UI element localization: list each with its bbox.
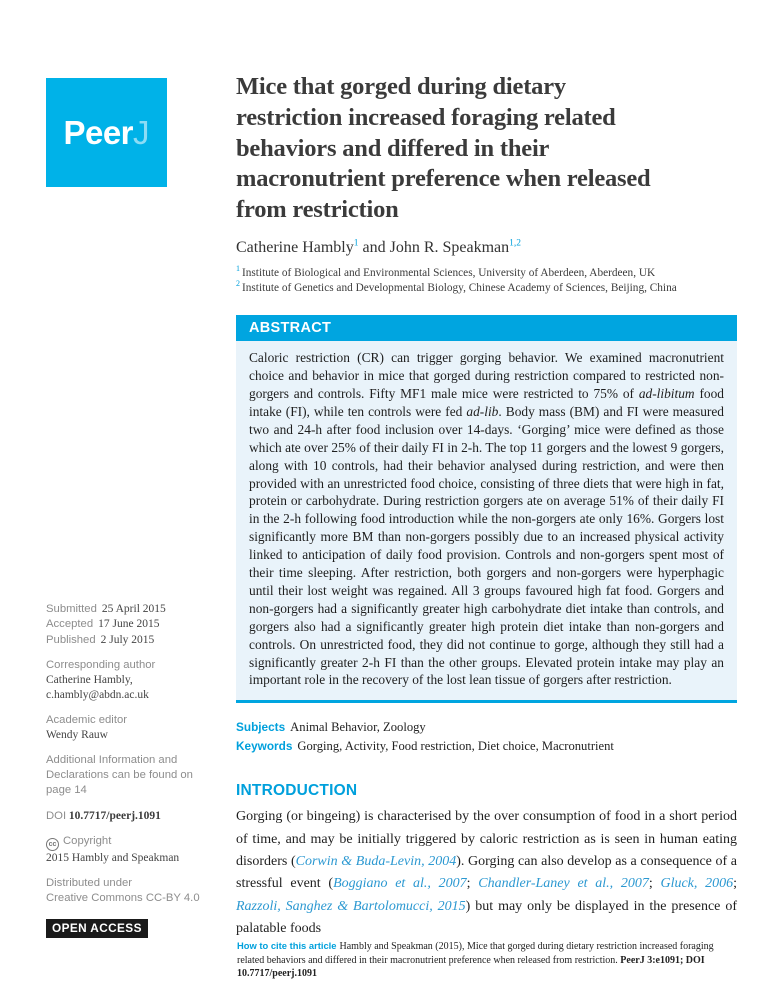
keywords-row — [236, 737, 737, 756]
title-line: behaviors and differed in their — [236, 134, 550, 162]
license-name[interactable]: Creative Commons CC-BY 4.0 — [46, 891, 200, 904]
article-title — [236, 72, 737, 226]
doi-label: DOI — [46, 809, 67, 822]
affiliation-number: 1 — [236, 264, 240, 274]
affiliations — [236, 266, 737, 295]
abstract-heading: ABSTRACT — [249, 320, 332, 337]
citation-reference: PeerJ 3:e1091; DOI 10.7717/peerj.1091 — [237, 954, 705, 979]
accepted-row — [46, 617, 218, 632]
author-name[interactable]: John R. Speakman — [389, 238, 510, 256]
author-affiliation-sup: 1,2 — [509, 238, 522, 249]
subjects-value: Animal Behavior, Zoology — [290, 720, 426, 735]
submitted-row — [46, 602, 218, 617]
title-line: restriction increased foraging related — [236, 103, 616, 131]
corresponding-author-label: Corresponding author — [46, 659, 156, 672]
subjects-keywords — [236, 718, 737, 756]
peerj-logo — [46, 78, 167, 187]
author-line — [236, 239, 737, 257]
open-access-badge[interactable]: OPEN ACCESS — [46, 919, 148, 938]
accepted-label: Accepted — [46, 618, 94, 631]
published-row — [46, 633, 218, 648]
keywords-label: Keywords — [236, 739, 293, 754]
keywords-value: Gorging, Activity, Food restriction, Diet choice, Macronutrient — [297, 739, 614, 754]
accepted-date: 17 June 2015 — [98, 618, 160, 631]
abstract-header-bar — [236, 315, 737, 341]
copyright-holders: 2015 Hambly and Speakman — [46, 851, 180, 864]
metadata-sidebar — [46, 602, 218, 938]
how-to-cite-label: How to cite this article — [237, 940, 337, 951]
license-block — [46, 876, 218, 906]
submitted-label: Submitted — [46, 603, 97, 615]
academic-editor-block — [46, 713, 218, 743]
peerj-logo-j: J — [133, 113, 150, 151]
corresponding-author-email[interactable]: c.hambly@abdn.ac.uk — [46, 689, 149, 702]
affiliation-text: Institute of Genetics and Developmental Biology, Chinese Academy of Sciences, Beijing, China — [242, 281, 677, 294]
citation-text: Hambly and Speakman (2015), Mice that gorged during dietary restriction increased foraging related behaviors and differed in their macronutrient preference when released from restriction. — [237, 941, 714, 966]
title-line: Mice that gorged during dietary — [236, 73, 566, 100]
published-label: Published — [46, 633, 96, 646]
author-joiner: and — [358, 238, 390, 256]
submitted-date: 25 April 2015 — [101, 603, 166, 615]
title-line: macronutrient preference when released — [236, 165, 651, 193]
subjects-row — [236, 718, 737, 737]
peerj-logo-text: Peer — [63, 113, 134, 151]
abstract-box — [236, 315, 737, 703]
copyright-block — [46, 834, 218, 866]
article-column — [236, 72, 737, 940]
abstract-text: Caloric restriction (CR) can trigger gorging behavior. We examined macronutrient choice and behavior in mice that gorged during restriction compared to restricted non-gorgers and controls. Fifty MF1 male mice were restricted to 75% of ad-libitum food intake (FI), while ten controls were fed ad-lib. Body mass (BM) and FI were measured two and 24-h after food inclusion over 14-days. ‘Gorging’ mice were defined as those which ate over 25% of their daily FI in 2-h. The top 11 gorgers and the lowest 9 gorgers, along with 10 controls, had their behavior analysed during restriction, and were then provided with an unrestricted food choice, consisting of three diets that were high in fat, protein or carbohydrate. During restriction gorgers ate on average 51% of their daily FI in the 2-h following food introduction while the non-gorgers ate only 16%. Gorgers lost significantly more BM than non-gorgers possibly due to an increased physical activity linked to anticipation of daily food provision. Controls and non-gorgers spent most of their time sleeping. After restriction, both gorgers and non-gorgers were hyperphagic until their lost weight was regained. All 3 groups favoured high fat food. Gorgers and non-gorgers had a significantly greater high carbohydrate diet intake than controls, and gorgers also had a significantly greater high protein diet intake than non-gorgers and controls. On unrestricted food, they did not continue to gorge, although they still had a significantly greater 2-h FI than the other groups. Elevated protein intake may play an important role in the recovery of the lost lean tissue of gorgers after restriction. — [236, 341, 737, 700]
title-line: from restriction — [236, 196, 399, 224]
doi-value[interactable]: 10.7717/peerj.1091 — [68, 809, 161, 822]
author-name[interactable]: Catherine Hambly — [236, 238, 354, 256]
citation-link[interactable]: Gluck, 2006 — [660, 876, 734, 892]
corresponding-author-block — [46, 658, 218, 703]
doi-block — [46, 809, 218, 824]
academic-editor-label: Academic editor — [46, 714, 127, 727]
additional-info-block — [46, 753, 218, 799]
citation-link[interactable]: Boggiano et al., 2007 — [333, 876, 467, 892]
affiliation-text: Institute of Biological and Environmental Sciences, University of Aberdeen, Aberdeen, UK — [242, 266, 656, 279]
citation-link[interactable]: Chandler-Laney et al., 2007 — [478, 876, 649, 892]
copyright-row — [46, 834, 218, 851]
additional-info-text[interactable]: Additional Information and Declarations can be found on page 14 — [46, 754, 193, 797]
dates-block — [46, 602, 218, 648]
copyright-label: Copyright — [63, 834, 112, 847]
affiliation-row — [236, 266, 737, 281]
published-date: 2 July 2015 — [100, 633, 155, 646]
affiliation-number: 2 — [236, 278, 240, 288]
introduction-paragraph: Gorging (or bingeing) is characterised by the over consumption of food in a short period of time, and may be initially triggered by caloric restriction as is seen in human eating disorders (Corwin & Buda-Levin, 2004). Gorging can also develop as a consequence of a stressful event (Boggiano et al., 2007; Chandler-Laney et al., 2007; Gluck, 2006; Razzoli, Sanghez & Bartolomucci, 2015) but may only be displayed in the presence of palatable foods — [236, 809, 737, 936]
citation-footer — [237, 939, 743, 981]
license-label: Distributed under — [46, 876, 133, 889]
subjects-label: Subjects — [236, 720, 286, 735]
affiliation-row — [236, 278, 737, 296]
introduction-heading: INTRODUCTION — [236, 782, 358, 800]
citation-link[interactable]: Corwin & Buda-Levin, 2004 — [295, 853, 457, 869]
cc-copyright-icon: cc — [46, 838, 59, 851]
citation-link[interactable]: Razzoli, Sanghez & Bartolomucci, 2015 — [236, 898, 466, 914]
corresponding-author-name: Catherine Hambly, — [46, 674, 133, 687]
academic-editor-name[interactable]: Wendy Rauw — [46, 729, 108, 742]
author-affiliation-sup: 1 — [353, 238, 359, 249]
